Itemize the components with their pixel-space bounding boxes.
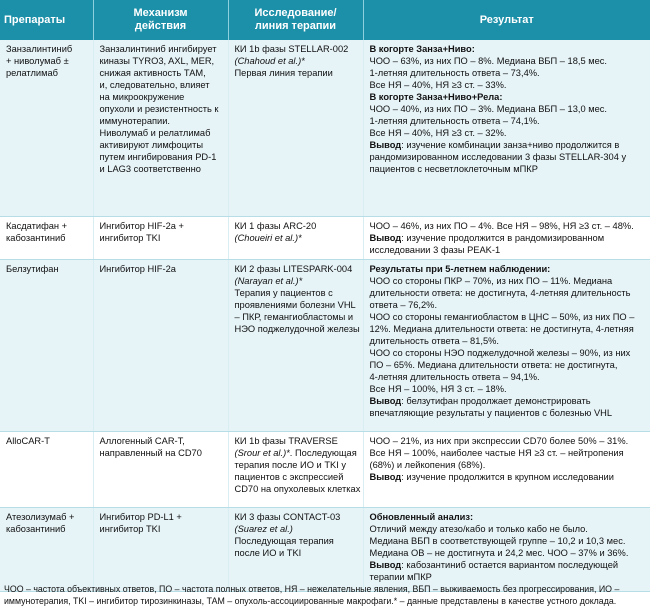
- study-line-text: CD70 на опухолевых клетках: [234, 483, 361, 494]
- study-line: [235, 299, 358, 311]
- result-line-text: ЧОО – 46%, из них ПО – 4%. Все НЯ – 98%, НЯ ≥3 ст. – 48%.: [369, 220, 634, 231]
- result-line-text: Все НЯ – 100%, наиболее частые НЯ ≥3 ст. – нейтропения: [369, 447, 624, 458]
- header-drugs: Препараты: [0, 0, 93, 40]
- result-line-text: (68%) и лейкопения (68%).: [369, 459, 486, 470]
- drug-cell: [0, 216, 93, 259]
- result-cell: [363, 216, 650, 259]
- result-line-text: 1-летняя длительность ответа – 73,4%.: [369, 68, 540, 78]
- drug-name-line: релатлимаб: [6, 68, 58, 78]
- footnote-line: иммунотерапия, TKI – ингибитор тирозинкиназы, ТАМ – опухоль-ассоциированные макрофаги.* – данные представлены в качестве устного доклада.: [4, 596, 617, 606]
- study-line: [235, 447, 358, 459]
- result-line: [370, 383, 646, 395]
- table-row: [0, 259, 650, 431]
- study-line: [235, 547, 358, 559]
- mechanism-cell: [93, 40, 228, 216]
- result-line: [370, 232, 646, 244]
- table-row: [0, 431, 650, 507]
- result-line-text: длительность ответа – 81,5%.: [369, 335, 499, 346]
- result-line-text: терапии мПКР: [369, 571, 432, 582]
- conclusion-text: : изучение продолжится в рандомизированном: [401, 232, 605, 243]
- study-line-text: – ПКР, гемангиобластомы и: [234, 311, 354, 322]
- mechanism-line: Занзалинтиниб ингибирует: [99, 44, 217, 54]
- study-line: [235, 459, 358, 471]
- drug-name-line: кабозантиниб: [6, 232, 66, 243]
- study-line-text: (Suarez et al.): [234, 523, 293, 534]
- result-line-text: рандомизированном исследовании 3 фазы STELLAR-304 у: [369, 152, 627, 162]
- conclusion-label: Вывод: [369, 559, 402, 570]
- mechanism-cell: [93, 216, 228, 259]
- result-line: [370, 244, 646, 256]
- study-line-text: КИ 3 фазы CONTACT-03: [234, 511, 341, 522]
- study-line: [235, 67, 358, 79]
- result-line: [370, 535, 646, 547]
- study-line-text: КИ 1 фазы ARC-20: [234, 220, 317, 231]
- study-line-text: терапия после ИО и TKI у: [234, 459, 347, 470]
- drug-cell: [0, 40, 93, 216]
- result-line: [370, 67, 646, 79]
- mechanism-line: ингибитор TKI: [99, 232, 161, 243]
- drug-cell: [0, 259, 93, 431]
- mechanism-line: Аллогенный CAR-T,: [99, 435, 185, 446]
- table-header-row: [0, 0, 650, 40]
- result-cell: [363, 40, 650, 216]
- result-line: [370, 151, 646, 163]
- result-line-text: Медиана ОВ – не достигнута и 24,2 мес. ЧОО – 37% и 36%.: [369, 547, 629, 558]
- mechanism-line: киназы TYRO3, AXL, MER,: [99, 56, 215, 66]
- mechanism-cell: [93, 431, 228, 507]
- study-line-text: (Chahoud et al.)*: [234, 56, 305, 66]
- result-line: [370, 359, 646, 371]
- table-body: [0, 40, 650, 591]
- mechanism-line: активируют лимфоциты: [99, 140, 204, 150]
- drug-name-line: AlloCAR-T: [6, 435, 50, 446]
- study-line: [235, 435, 358, 447]
- mechanism-cell: [93, 259, 228, 431]
- result-line: [370, 127, 646, 139]
- study-line-text: КИ 2 фазы LITESPARK-004: [234, 263, 353, 274]
- table-row: [0, 216, 650, 259]
- result-line: [370, 103, 646, 115]
- result-line-text: В когорте Занза+Ниво+Рела:: [369, 92, 503, 102]
- mechanism-line: Ингибитор PD-L1 +: [99, 511, 182, 522]
- study-line: [235, 287, 358, 299]
- study-line: [235, 232, 358, 244]
- mechanism-line: Ингибитор HIF-2a: [99, 263, 176, 274]
- result-line: [370, 55, 646, 67]
- study-cell: [228, 216, 363, 259]
- result-cell: [363, 259, 650, 431]
- conclusion-label: Вывод: [369, 140, 402, 150]
- result-line: [370, 447, 646, 459]
- study-line-text: НЭО поджелудочной железы: [234, 323, 360, 334]
- result-line-text: исследовании 3 фазы PEAK-1: [369, 244, 501, 255]
- result-line-text: Все НЯ – 100%, НЯ 3 ст. – 18%.: [369, 383, 507, 394]
- result-cell: [363, 507, 650, 591]
- study-line: [235, 535, 358, 547]
- result-line: [370, 91, 646, 103]
- result-line: [370, 275, 646, 287]
- study-line: [234, 483, 361, 495]
- result-line-text: ЧОО – 63%, из них ПО – 8%. Медиана ВБП – 18,5 мес.: [369, 56, 608, 66]
- study-line-text: (Choueiri et al.)*: [234, 232, 302, 243]
- table-row: [0, 507, 650, 591]
- result-line: [370, 435, 646, 447]
- mechanism-line: опухоли и резистентность к: [99, 104, 219, 114]
- mechanism-line: ингибитор TKI: [99, 523, 161, 534]
- result-line: [370, 323, 646, 335]
- study-line-text: после ИО и TKI: [234, 547, 302, 558]
- result-line: [370, 471, 646, 483]
- result-line-text: Обновленный анализ:: [369, 511, 474, 522]
- mechanism-line: и LAG3 соответственно: [99, 164, 201, 174]
- study-cell: [228, 259, 363, 431]
- study-cell: [228, 507, 363, 591]
- study-line: [235, 311, 358, 323]
- result-line: [370, 115, 646, 127]
- study-line: [235, 55, 358, 67]
- result-line: [370, 371, 646, 383]
- study-line-text: Последующая терапия: [234, 535, 334, 546]
- mechanism-line: направленный на CD70: [99, 447, 202, 458]
- mechanism-cell: [93, 507, 228, 591]
- study-line-text: (Narayan et al.)*: [234, 275, 303, 286]
- result-line-text: Отличий между атезо/кабо и только кабо не было.: [369, 523, 588, 534]
- header-mechanism: [93, 0, 228, 40]
- study-line: [235, 275, 358, 287]
- drug-name-line: кабозантиниб: [6, 523, 66, 534]
- conclusion-label: Вывод: [369, 471, 402, 482]
- result-line-text: Результаты при 5-летнем наблюдении:: [369, 263, 551, 274]
- result-line-text: ЧОО со стороны НЭО поджелудочной железы – 90%, из них: [369, 347, 631, 358]
- drug-cell: [0, 431, 93, 507]
- result-line-text: Все НЯ – 40%, НЯ ≥3 ст. – 33%.: [369, 80, 507, 90]
- result-line-text: пациентов с несветлоклеточным мПКР: [369, 164, 538, 174]
- mechanism-line: и, следовательно, влияет: [99, 80, 210, 90]
- conclusion-label: Вывод: [369, 232, 402, 243]
- mechanism-line: на микроокружение: [99, 92, 185, 102]
- study-cell: [228, 40, 363, 216]
- mechanism-line: иммунотерапии.: [99, 116, 170, 126]
- result-line: [370, 43, 646, 55]
- drug-name-line: Белзутифан: [6, 263, 59, 274]
- study-line: [235, 511, 358, 523]
- result-line-text: ЧОО – 21%, из них при экспрессии CD70 более 50% – 31%.: [369, 435, 629, 446]
- drug-name-line: Касдатифан +: [6, 220, 68, 231]
- result-line: [370, 79, 646, 91]
- mechanism-line: Ниволумаб и релатлимаб: [99, 128, 211, 138]
- result-line: [370, 287, 646, 299]
- drug-name-line: Занзалинтиниб: [6, 44, 73, 54]
- result-line: [370, 459, 646, 471]
- result-line-text: длительности ответа: не достигнута, 4-летняя длительность: [369, 287, 631, 298]
- study-line-tail: . Последующая: [289, 447, 357, 458]
- result-cell: [363, 431, 650, 507]
- drug-name-line: Атезолизумаб +: [6, 511, 75, 522]
- result-line-text: Медиана ВБП в соответствующей группе – 10,2 и 10,3 мес.: [369, 535, 626, 546]
- study-line-text: Первая линия терапии: [234, 68, 333, 78]
- result-line-text: ЧОО – 40%, из них ПО – 3%. Медиана ВБП – 13,0 мес.: [369, 104, 608, 114]
- header-study: [228, 0, 363, 40]
- result-line-text: ответа – 76,2%.: [369, 299, 438, 310]
- mechanism-line: Ингибитор HIF-2a +: [99, 220, 184, 231]
- study-line: [235, 220, 358, 232]
- result-line: [370, 263, 646, 275]
- study-line-text: пациентов с экспрессией: [234, 471, 344, 482]
- study-line: [235, 323, 358, 335]
- result-line: [370, 395, 646, 407]
- result-line-text: 12%. Медиана длительности ответа: не достигнута, 4-летняя: [369, 323, 634, 334]
- result-line: [370, 547, 646, 559]
- result-line: [370, 163, 646, 175]
- header-result: Результат: [363, 0, 650, 40]
- result-line: [370, 559, 646, 571]
- study-line: [235, 471, 358, 483]
- mechanism-line: путем ингибирования PD-1: [99, 152, 217, 162]
- header-mechanism-text: Механизм действия: [133, 7, 188, 32]
- header-study-text: Исследование/ линия терапии: [254, 7, 337, 32]
- drug-name-line: + ниволумаб ±: [6, 56, 69, 66]
- conclusion-text: : кабозантиниб остается вариантом последующей: [401, 559, 619, 570]
- result-line: [370, 347, 646, 359]
- study-line-text: КИ 1b фазы TRAVERSE: [234, 435, 338, 446]
- study-line: [235, 523, 358, 535]
- result-line-text: ЧОО со стороны ПКР – 70%, из них ПО – 11%. Медиана: [369, 275, 613, 286]
- conclusion-text: : белзутифан продолжает демонстрировать: [401, 395, 591, 406]
- result-line-text: ЧОО со стороны гемангиобластом в ЦНС – 50%, из них ПО –: [369, 311, 635, 322]
- result-line: [370, 220, 646, 232]
- result-line: [370, 407, 646, 419]
- result-line-text: ПО – 65%. Медиана длительности ответа: не достигнута,: [369, 359, 618, 370]
- result-line: [370, 299, 646, 311]
- study-line: [235, 263, 358, 275]
- conclusion-text: : изучение комбинации занза+ниво продолжится в: [401, 140, 620, 150]
- footnote: [4, 583, 648, 607]
- study-line: [235, 43, 358, 55]
- mechanism-line: снижая активность ТАМ,: [99, 68, 206, 78]
- result-line-text: 4-летняя длительность ответа – 94,1%.: [369, 371, 540, 382]
- study-line-text: Терапия у пациентов с: [234, 287, 333, 298]
- drug-cell: [0, 507, 93, 591]
- study-line-text: (Srour et al.)*: [234, 447, 290, 458]
- result-line-text: В когорте Занза+Ниво:: [369, 44, 475, 54]
- footnote-line: ЧОО – частота объективных ответов, ПО – частота полных ответов, НЯ – нежелательные явления, ВБП – выживаемость без прогрессирования, ИО –: [4, 584, 620, 594]
- result-line-text: Все НЯ – 40%, НЯ ≥3 ст. – 32%.: [369, 128, 507, 138]
- result-line: [370, 139, 646, 151]
- conclusion-label: Вывод: [369, 395, 402, 406]
- study-cell: [228, 431, 363, 507]
- study-line-text: КИ 1b фазы STELLAR-002: [234, 44, 349, 54]
- result-line: [370, 511, 646, 523]
- result-line: [370, 523, 646, 535]
- table-row: [0, 40, 650, 216]
- result-line: [370, 311, 646, 323]
- result-line-text: 1-летняя длительность ответа – 74,1%.: [369, 116, 540, 126]
- conclusion-text: : изучение продолжится в крупном исследовании: [401, 471, 614, 482]
- study-line-text: проявлениями болезни VHL: [234, 299, 356, 310]
- result-line: [370, 335, 646, 347]
- result-line-text: впечатляющие результаты у пациентов с болезнью VHL: [369, 407, 613, 418]
- result-line: [370, 571, 646, 583]
